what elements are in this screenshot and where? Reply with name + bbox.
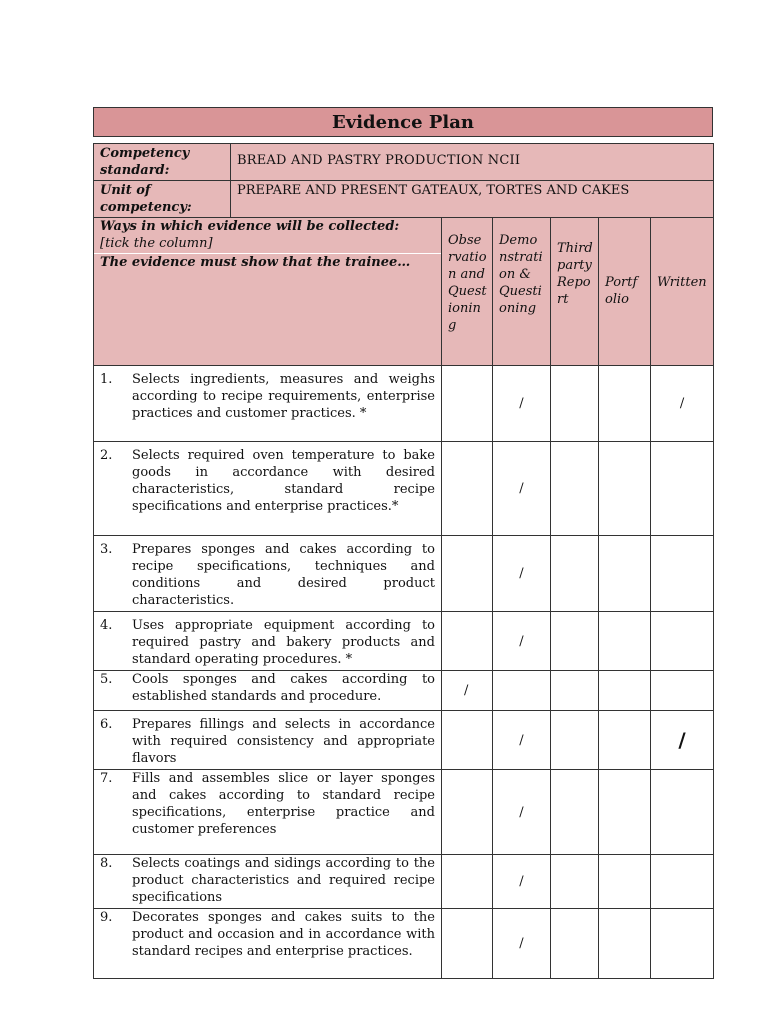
tick-cell bbox=[651, 536, 714, 612]
tick-cell bbox=[493, 671, 551, 711]
criterion-text: Prepares fillings and selects in accordance with required consistency and appropriate flavors bbox=[132, 717, 435, 766]
criterion-text: Uses appropriate equipment according to required pastry and bakery products and standard operating procedures. * bbox=[132, 618, 435, 667]
criterion-text: Prepares sponges and cakes according to recipe specifications, techniques and conditions and desired product characteristics. bbox=[132, 542, 435, 608]
tick-cell bbox=[651, 855, 714, 909]
tick-cell: / bbox=[493, 442, 551, 536]
competency-standard-label: Competency standard: bbox=[94, 144, 231, 181]
criterion-number: 7. bbox=[100, 771, 113, 786]
tick-cell: / bbox=[493, 909, 551, 979]
unit-of-competency-row bbox=[94, 181, 714, 218]
tick-cell: / bbox=[493, 536, 551, 612]
evidence-plan-table bbox=[93, 143, 714, 979]
table-row bbox=[94, 536, 714, 612]
tick-cell bbox=[599, 909, 651, 979]
criterion-number: 3. bbox=[100, 542, 113, 557]
table-row bbox=[94, 442, 714, 536]
criterion-cell bbox=[94, 536, 442, 612]
tick-cell: / bbox=[493, 612, 551, 671]
tick-cell bbox=[651, 909, 714, 979]
tick-cell bbox=[599, 536, 651, 612]
criterion-number: 1. bbox=[100, 372, 113, 387]
criterion-number: 8. bbox=[100, 856, 113, 871]
column-portfolio: Portfolio bbox=[599, 218, 651, 366]
criterion-number: 5. bbox=[100, 672, 113, 687]
criterion-cell bbox=[94, 855, 442, 909]
criterion-cell bbox=[94, 671, 442, 711]
evidence-methods-heading bbox=[94, 218, 442, 366]
tick-cell bbox=[599, 366, 651, 442]
tick-cell bbox=[599, 612, 651, 671]
tick-cell bbox=[442, 366, 493, 442]
tick-cell bbox=[442, 711, 493, 770]
column-observation-questioning: Observation and Questioning bbox=[442, 218, 493, 366]
column-header-row bbox=[94, 218, 714, 366]
criterion-text: Selects coatings and sidings according to the product characteristics and required recipe specifications bbox=[132, 856, 435, 905]
table-row bbox=[94, 909, 714, 979]
tick-cell: / bbox=[651, 366, 714, 442]
tick-cell bbox=[551, 711, 599, 770]
tick-cell bbox=[551, 612, 599, 671]
criterion-number: 2. bbox=[100, 448, 113, 463]
criterion-text: Fills and assembles slice or layer sponges and cakes according to standard recipe specifications, enterprise practice and customer preferences bbox=[132, 771, 435, 837]
tick-cell bbox=[551, 442, 599, 536]
column-demonstration-questioning: Demonstration & Questioning bbox=[493, 218, 551, 366]
criterion-cell bbox=[94, 612, 442, 671]
table-row bbox=[94, 612, 714, 671]
unit-of-competency-value: PREPARE AND PRESENT GATEAUX, TORTES AND CAKES bbox=[231, 181, 714, 218]
table-row bbox=[94, 770, 714, 855]
ways-hint: [tick the column] bbox=[100, 236, 213, 251]
tick-cell: / bbox=[493, 366, 551, 442]
criterion-number: 6. bbox=[100, 717, 113, 732]
table-row bbox=[94, 366, 714, 442]
criterion-number: 4. bbox=[100, 618, 113, 633]
tick-cell: / bbox=[493, 855, 551, 909]
unit-of-competency-label: Unit of competency: bbox=[94, 181, 231, 218]
tick-cell: / bbox=[493, 711, 551, 770]
tick-cell bbox=[442, 536, 493, 612]
criterion-text: Decorates sponges and cakes suits to the product and occasion and in accordance with standard recipes and enterprise practices. bbox=[132, 910, 435, 959]
tick-cell bbox=[599, 671, 651, 711]
column-third-party-report: Third party Report bbox=[551, 218, 599, 366]
tick-cell bbox=[551, 770, 599, 855]
page-title: Evidence Plan bbox=[332, 111, 474, 133]
criterion-text: Selects required oven temperature to bake goods in accordance with desired characteristics, standard recipe specifications and enterprise practices.* bbox=[132, 448, 435, 514]
criterion-text: Selects ingredients, measures and weighs according to recipe requirements, enterprise practices and customer practices. * bbox=[132, 372, 435, 421]
tick-cell bbox=[551, 855, 599, 909]
criterion-cell bbox=[94, 711, 442, 770]
table-row bbox=[94, 711, 714, 770]
table-row bbox=[94, 855, 714, 909]
criterion-cell bbox=[94, 442, 442, 536]
ways-title: Ways in which evidence will be collected: bbox=[100, 219, 400, 234]
tick-cell: / bbox=[493, 770, 551, 855]
column-written: Written bbox=[651, 218, 714, 366]
tick-cell bbox=[442, 442, 493, 536]
tick-cell bbox=[551, 366, 599, 442]
criterion-cell bbox=[94, 366, 442, 442]
competency-standard-value: BREAD AND PASTRY PRODUCTION NCII bbox=[231, 144, 714, 181]
tick-cell: / bbox=[651, 711, 714, 770]
tick-cell bbox=[599, 855, 651, 909]
criterion-number: 9. bbox=[100, 910, 113, 925]
tick-cell bbox=[599, 770, 651, 855]
tick-cell bbox=[651, 442, 714, 536]
criterion-cell bbox=[94, 770, 442, 855]
tick-cell bbox=[599, 711, 651, 770]
tick-cell bbox=[442, 612, 493, 671]
tick-cell bbox=[442, 855, 493, 909]
tick-cell bbox=[442, 909, 493, 979]
table-row bbox=[94, 671, 714, 711]
tick-cell bbox=[651, 671, 714, 711]
tick-cell bbox=[651, 770, 714, 855]
tick-cell bbox=[599, 442, 651, 536]
criterion-text: Cools sponges and cakes according to established standards and procedure. bbox=[132, 672, 435, 704]
tick-cell: / bbox=[442, 671, 493, 711]
ways-evidence: The evidence must show that the trainee… bbox=[94, 253, 441, 271]
tick-cell bbox=[651, 612, 714, 671]
tick-cell bbox=[442, 770, 493, 855]
tick-cell bbox=[551, 536, 599, 612]
evidence-plan-title-bar bbox=[93, 107, 713, 137]
criterion-cell bbox=[94, 909, 442, 979]
tick-cell bbox=[551, 671, 599, 711]
competency-standard-row bbox=[94, 144, 714, 181]
tick-cell bbox=[551, 909, 599, 979]
